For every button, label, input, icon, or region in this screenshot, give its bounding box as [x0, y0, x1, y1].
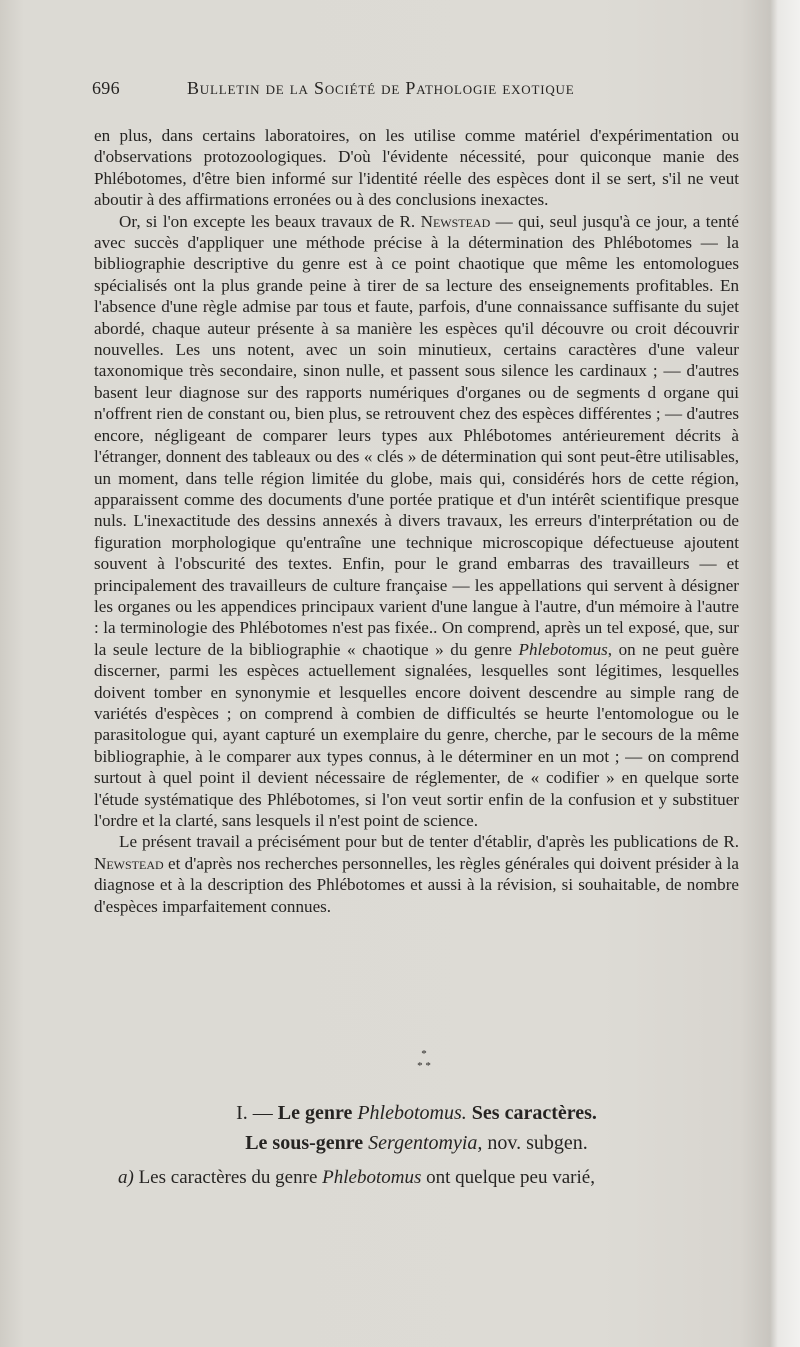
- subsection-paragraph: [94, 1166, 754, 1190]
- author-name: Newstead: [94, 853, 164, 873]
- section-heading-text-b: Ses caractères.: [471, 1102, 597, 1124]
- section-number: I. —: [236, 1102, 273, 1124]
- subgenus-note: nov. subgen.: [487, 1132, 588, 1154]
- author-name: Newstead: [420, 211, 491, 231]
- paragraph-2-text-b: — qui, seul jusqu'à ce jour, a tenté avec succès d'appliquer une méthode précise à la détermination des Phlébotomes — la bibliographie descriptive du genre est à ce point chaotique que même les entomologues spécialisés ont la plus grande peine à tirer de sa lecture des enseignements profitables. En l'absence d'une règle admise par tous et faute, parfois, d'une connaissance suffisante du sujet abordé, chaque auteur présente à sa manière les espèces qu'il découvre ou croit découvrir nouvelles. Les uns notent, avec un soin minutieux, certains caractères d'une valeur taxonomique très secondaire, sinon nulle, et passent sous silence les cardinaux ; — d'autres basent leur diagnose sur des rapports numériques d'organes ou de segments d organe qui n'offrent rien de constant ou, bien plus, se retrouvent chez des espèces différentes ; — d'autres encore, négligeant de comparer leurs types aux Phlébotomes antérieurement décrits à l'étranger, donnent des tableaux ou des « clés » de détermination qui sont peut-être utilisables, un moment, dans telle région limitée du globe, mais qui, considérés hors de cette région, apparaissent comme des documents d'une portée pratique et d'un intérêt scientifique presque nuls. L'inexactitude des dessins annexés à divers travaux, les erreurs d'interprétation ou de figuration morphologique qu'entraîne une technique microscopique défectueuse ajoutent souvent à l'obscurité des textes. Enfin, pour le grand embarras des travailleurs — et principalement des travailleurs de culture française — les appellations qui servent à désigner les organes ou les appendices principaux varient d'une langue à l'autre, d'un mémoire à l'autre : la terminologie des Phlébotomes n'est pas fixée.. On comprend, après un tel exposé, que, sur la seule lecture de la bibliographie « chaotique » du genre: [94, 211, 739, 659]
- section-heading: [94, 1098, 739, 1158]
- asterism-separator: [404, 1048, 444, 1072]
- paragraph-2-text-a: Or, si l'on excepte les beaux travaux de R.: [119, 211, 416, 231]
- genus-name: Phlebotomus: [518, 639, 608, 659]
- asterism-top: *: [421, 1048, 427, 1060]
- paragraph-2: [94, 211, 739, 832]
- subsection-label: a): [118, 1167, 134, 1188]
- paragraph-1-text: en plus, dans certains laboratoires, on les utilise comme matériel d'expérimentation ou d'observations protozoologiques. D'où l'évidente nécessité, pour quiconque manie des Phlébotomes, d'être bien informé sur l'identité réelle des espèces dont il se sert, s'il ne veut aboutir à des affirmations erronées ou à des conclusions inexactes.: [94, 126, 739, 210]
- section-heading-text-a: Le genre: [277, 1102, 353, 1124]
- section-heading-genus: Phlebotomus.: [357, 1102, 467, 1124]
- section-heading-line-1: [94, 1098, 739, 1128]
- running-header: [92, 78, 692, 102]
- asterism-bottom: * *: [417, 1060, 431, 1072]
- paragraph-1: [94, 125, 739, 211]
- subgenus-name: Sergentomyia,: [368, 1132, 483, 1154]
- paragraph-2-text-c: , on ne peut guère discerner, parmi les espèces actuellement signalées, lesquelles sont légitimes, lesquelles doivent tomber en synonymie et lesquelles encore doivent descendre au simple rang de variétés d'espèces ; on comprend à combien de difficultés se heurte l'entomologue ou le parasitologue qui, ayant capturé un exemplaire du genre, cherche, par le secours de la même bibliographie, à le comparer aux types connus, à le déterminer en un mot ; — on comprend surtout à quel point il devient nécessaire de réglementer, de « codifier » en quelque sorte l'étude systématique des Phlébotomes, si l'on veut sortir enfin de la confusion et y substituer l'ordre et la clarté, sans lesquels il n'est point de science.: [94, 639, 739, 830]
- subgenus-label: Le sous-genre: [245, 1132, 364, 1154]
- journal-title: Bulletin de la Société de Pathologie exotique: [187, 78, 575, 98]
- paragraph-3-text-b: et d'après nos recherches personnelles, les règles générales qui doivent présider à la diagnose et à la description des Phlébotomes et aussi à la révision, si souhaitable, de nombre d'espèces imparfaitement connues.: [94, 853, 739, 916]
- page-number: 696: [92, 78, 120, 98]
- section-heading-line-2: [94, 1128, 739, 1158]
- subsection-genus: Phlebotomus: [322, 1167, 422, 1188]
- subsection-text-b: ont quelque peu varié,: [426, 1167, 595, 1188]
- subsection-text-a: Les caractères du genre: [138, 1167, 318, 1188]
- paragraph-3-text-a: Le présent travail a précisément pour but de tenter d'établir, d'après les publications de R.: [119, 832, 739, 852]
- paragraph-3: [94, 831, 739, 917]
- body-text: [94, 125, 739, 917]
